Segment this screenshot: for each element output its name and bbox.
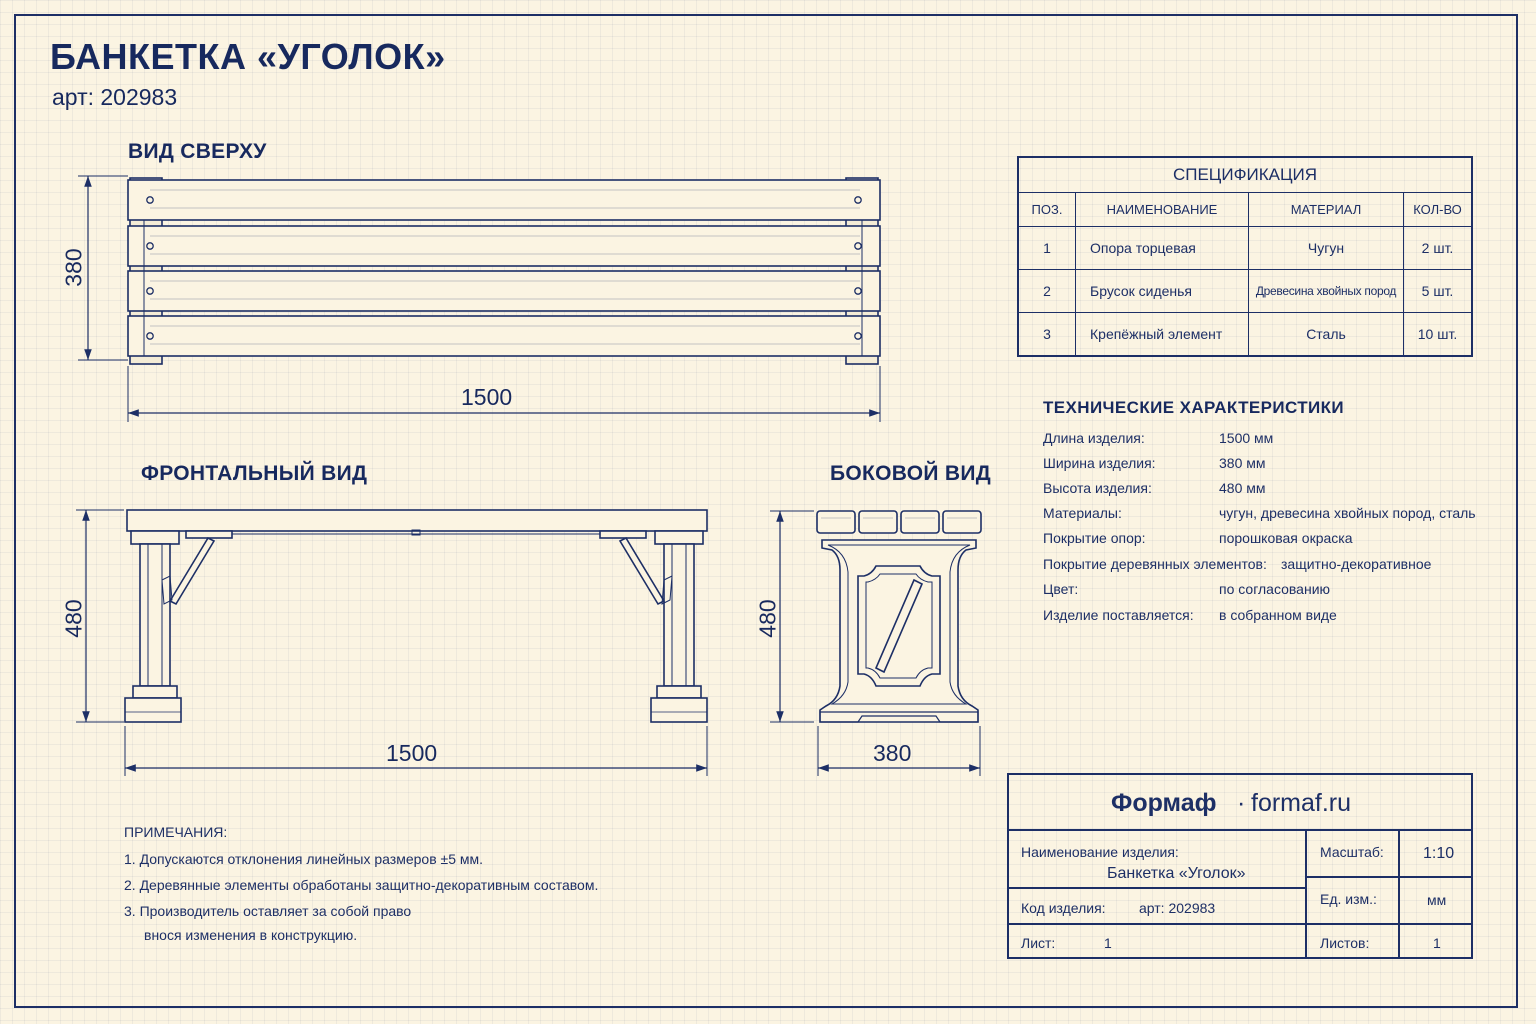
sheets-value: 1 [1433,935,1441,951]
tech-key: Ширина изделия: [1043,455,1156,471]
tech-key: Цвет: [1043,581,1079,597]
spec-row [1018,270,1472,313]
tech-value: 1500 мм [1219,430,1274,446]
tech-heading: ТЕХНИЧЕСКИЕ ХАРАКТЕРИСТИКИ [1043,398,1345,417]
spec-caption: СПЕЦИФИКАЦИЯ [1018,157,1472,193]
unit-value: мм [1427,892,1447,908]
spec-material: Сталь [1249,313,1404,357]
tech-value: порошковая окраска [1219,530,1353,546]
front-view-drawing [76,510,707,776]
tech-value: 380 мм [1219,455,1266,471]
spec-name: Опора торцевая [1076,227,1249,270]
tech-value: защитно-декоративное [1281,556,1432,572]
brand-site: formaf.ru [1251,789,1352,817]
specification-table [1017,156,1473,357]
tech-key: Изделие поставляется: [1043,607,1194,623]
tech-value: 480 мм [1219,480,1266,496]
spec-material: Чугун [1249,227,1404,270]
scale-label: Масштаб: [1320,844,1384,860]
side-view-width-dimension: 380 [873,740,912,766]
spec-qty: 10 шт. [1404,313,1473,357]
spec-header-qty: КОЛ-ВО [1404,193,1473,227]
tech-key: Длина изделия: [1043,430,1145,446]
product-label: Наименование изделия: [1021,844,1179,860]
seat-slat-2 [128,226,880,266]
seat-slat-4 [128,316,880,356]
top-view-width-dimension: 380 [60,248,87,287]
title-block [1007,773,1473,959]
tech-key: Покрытие опор: [1043,530,1146,546]
spec-row [1018,313,1472,357]
code-value: арт: 202983 [1139,900,1216,916]
spec-qty: 5 шт. [1404,270,1473,313]
front-view-height-dimension: 480 [60,599,87,638]
spec-header-name: НАИМЕНОВАНИЕ [1076,193,1249,227]
brand-name: Формаф [1111,789,1217,817]
unit-label: Ед. изм.: [1320,891,1377,907]
tech-key: Покрытие деревянных элементов: [1043,556,1267,572]
scale-value: 1:10 [1423,845,1455,862]
front-seat [127,510,707,531]
notes-heading: ПРИМЕЧАНИЯ: [124,824,228,840]
spec-material: Древесина хвойных пород [1249,270,1404,313]
sheet-label: Лист: [1021,935,1056,951]
tech-value: по согласованию [1219,581,1331,597]
tech-key: Материалы: [1043,505,1122,521]
sheet-value: 1 [1104,935,1112,951]
seat-slat-1 [128,180,880,220]
front-view-heading: ФРОНТАЛЬНЫЙ ВИД [141,462,368,485]
seat-slat-3 [128,271,880,311]
tech-key: Высота изделия: [1043,480,1152,496]
product-name: Банкетка «Уголок» [1107,865,1246,882]
note-item: 1. Допускаются отклонения линейных размеров ±5 мм. [124,851,484,867]
top-view-length-dimension: 1500 [461,384,513,410]
spec-qty: 2 шт. [1404,227,1473,270]
tech-value: в собранном виде [1219,607,1337,623]
article-number: арт: 202983 [52,84,178,110]
spec-pos: 2 [1018,270,1076,313]
spec-pos: 3 [1018,313,1076,357]
tech-value: чугун, древесина хвойных пород, сталь [1219,505,1476,521]
spec-name: Брусок сиденья [1076,270,1249,313]
side-view-heading: БОКОВОЙ ВИД [830,462,992,485]
spec-header-pos: ПОЗ. [1018,193,1076,227]
side-view-height-dimension: 480 [754,599,781,638]
note-item: 3. Производитель оставляет за собой право [124,903,412,919]
note-item: 2. Деревянные элементы обработаны защитно-декоративным составом. [124,877,599,893]
side-view-drawing [770,511,981,776]
note-item: внося изменения в конструкцию. [144,927,358,943]
page-title: БАНКЕТКА «УГОЛОК» [50,36,446,77]
spec-header-material: МАТЕРИАЛ [1249,193,1404,227]
code-label: Код изделия: [1021,900,1106,916]
sheets-label: Листов: [1320,935,1370,951]
brand-separator: · [1237,789,1246,817]
spec-pos: 1 [1018,227,1076,270]
top-view-heading: ВИД СВЕРХУ [128,140,267,163]
spec-row [1018,227,1472,270]
front-view-length-dimension: 1500 [386,740,438,766]
spec-name: Крепёжный элемент [1076,313,1249,357]
